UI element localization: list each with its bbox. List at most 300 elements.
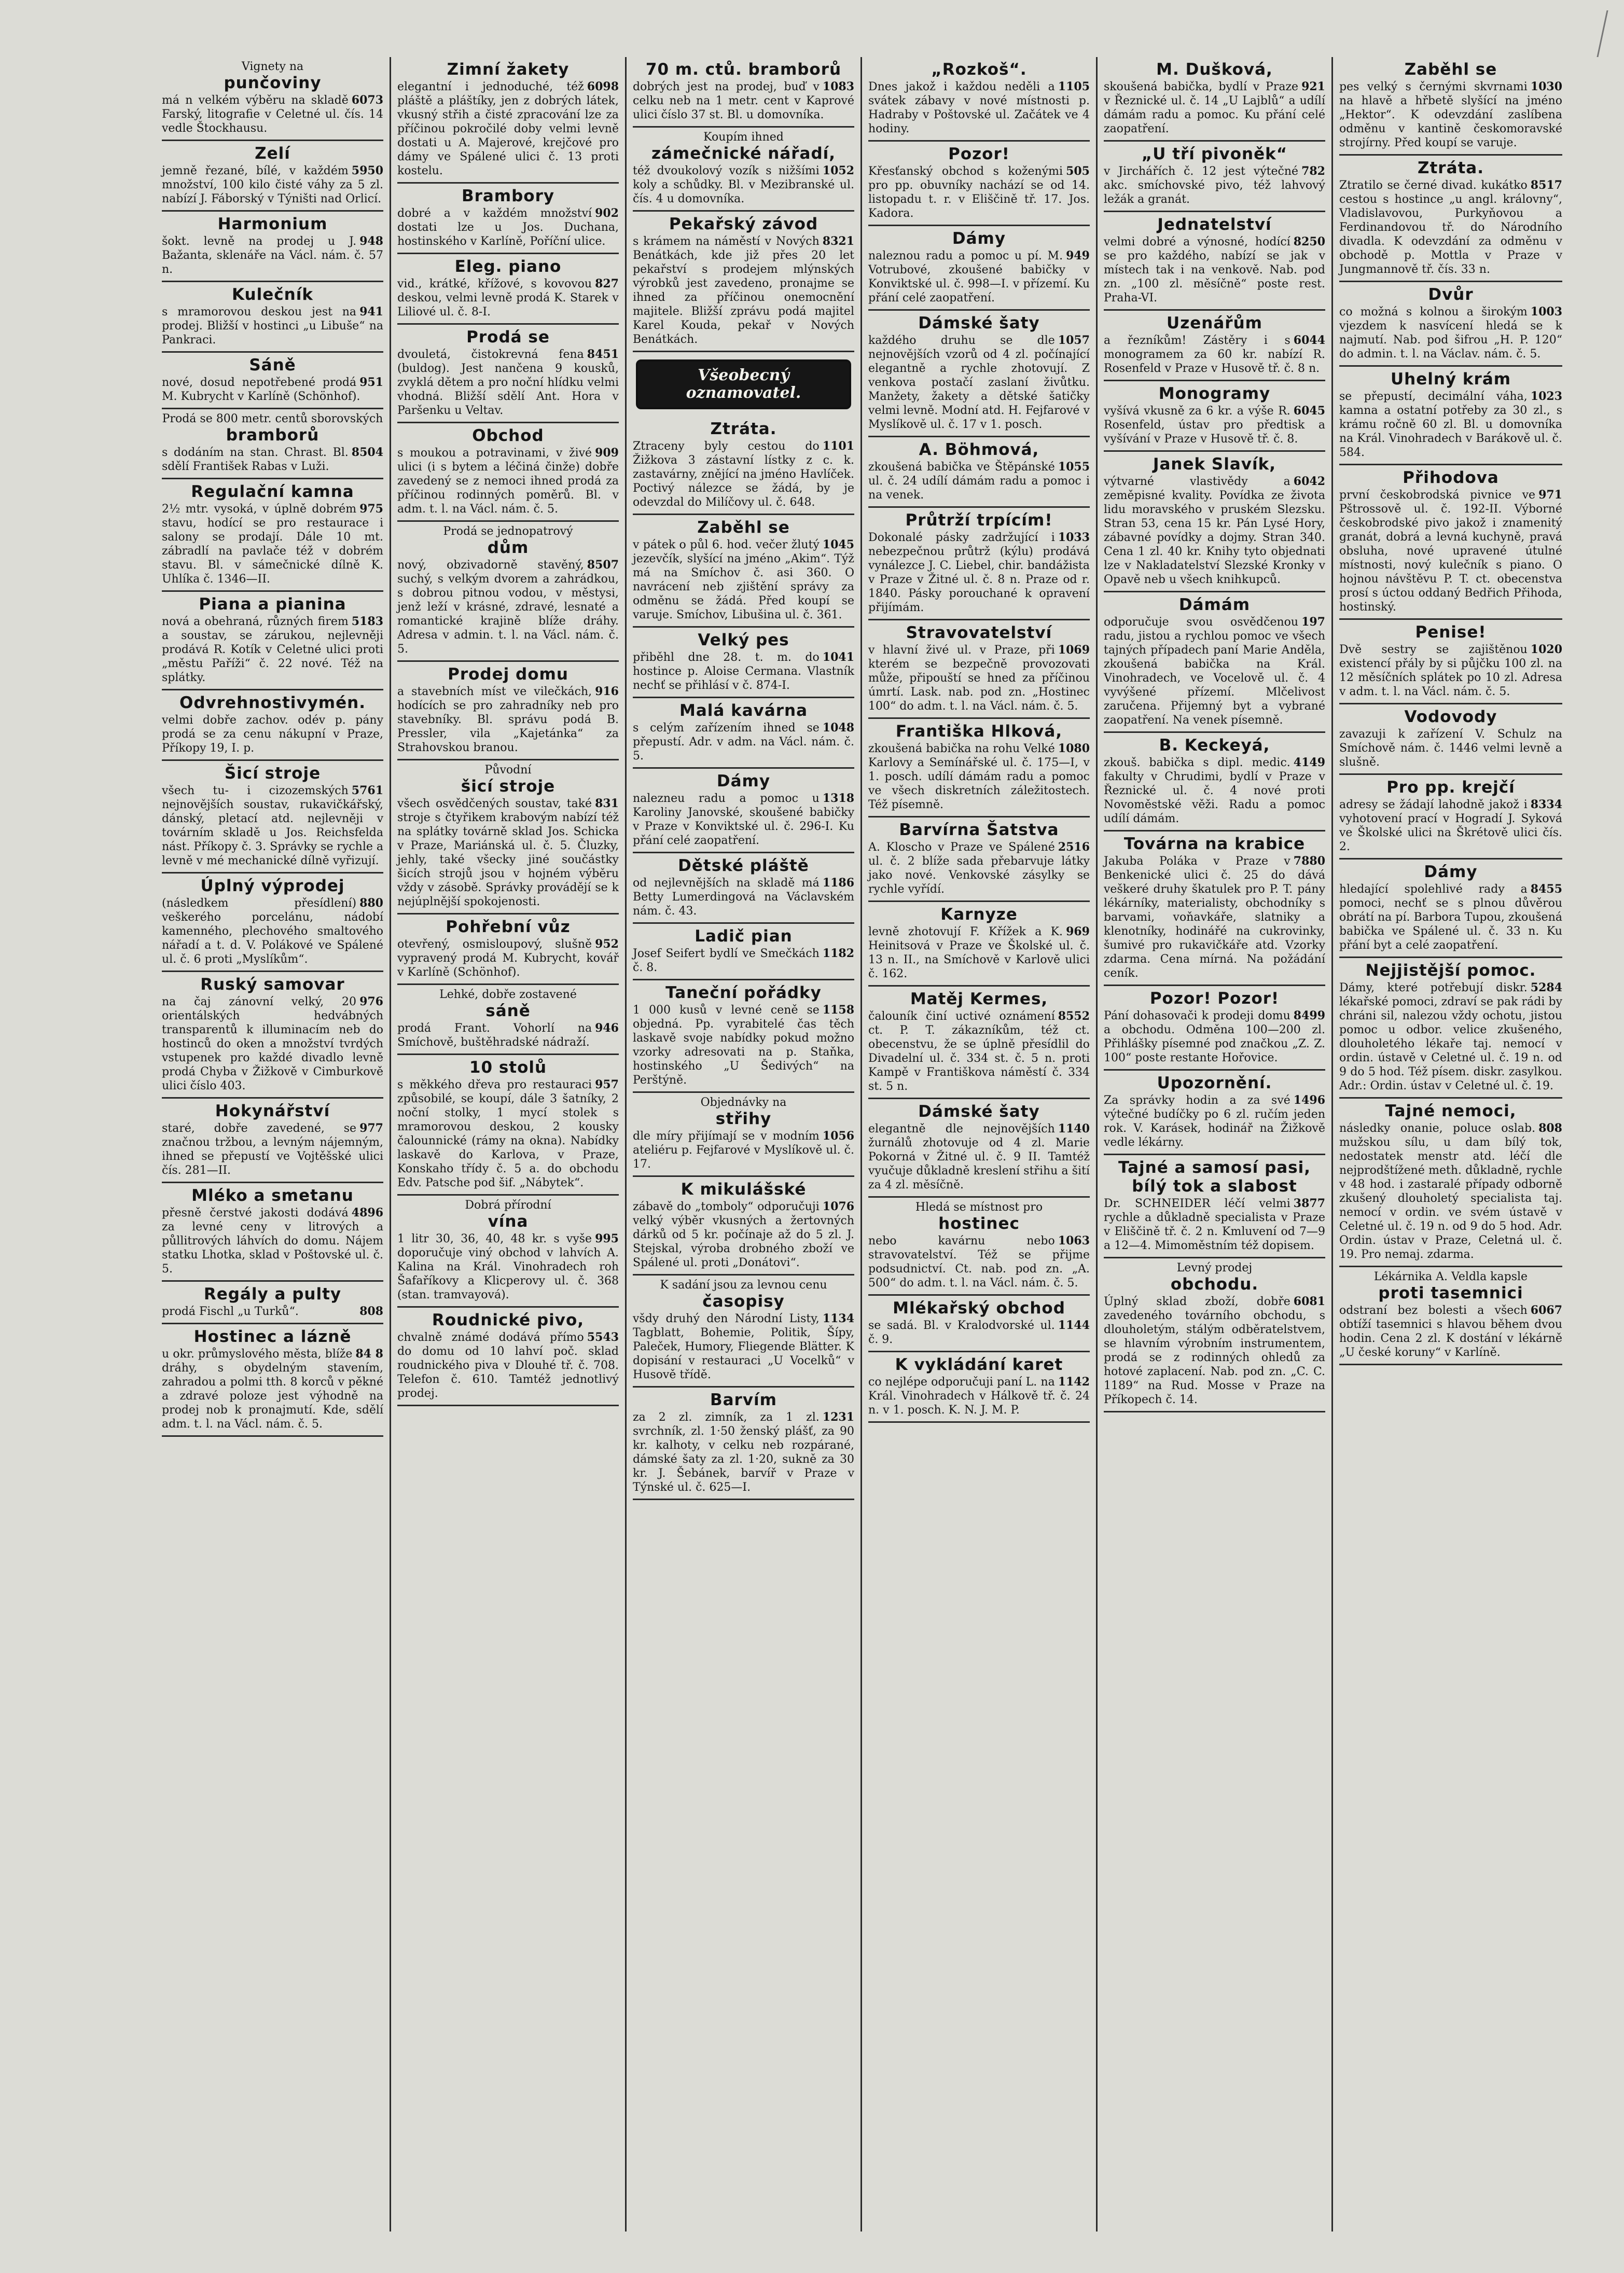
classified-ad <box>1104 142 1325 212</box>
classified-ad <box>633 417 854 515</box>
ad-number: 8504 <box>351 446 383 459</box>
classified-ad <box>1339 958 1562 1099</box>
classified-ad <box>162 874 383 972</box>
ad-preheading: Prodá se jednopatrový <box>443 525 573 538</box>
classified-ad <box>633 1177 854 1276</box>
ad-number: 946 <box>595 1021 619 1035</box>
ad-body: Ztraceny byly cestou do Žižkova 3 zástavní lístky z c. k. zastavárny, znějící na jméno Havlíček. Poctivý nálezce se žádá, by je odevzdal do Milíčovy ul. č. 648. <box>633 440 854 509</box>
ad-number: 8517 <box>1530 178 1562 192</box>
ad-body: zkouš. babička s dipl. medic. fakulty v Chrudimi, bydlí v Praze v Řeznické ul. č. 4 nové proti Novoměstské věži. Radu a pomoc udílí dámám. <box>1104 756 1325 825</box>
ad-heading: Dámy <box>1424 863 1478 881</box>
ad-number: 1069 <box>1058 643 1090 657</box>
ad-number: 8552 <box>1058 1009 1090 1023</box>
ad-number: 1057 <box>1058 334 1090 347</box>
ad-number: 1045 <box>822 538 854 551</box>
classified-ad <box>1104 592 1325 733</box>
ad-number: 808 <box>359 1305 383 1318</box>
ad-heading: Dvůr <box>1428 285 1474 304</box>
ad-body: adresy se žádají lahodně jakož i vyhotovení prací v Hogradí J. Syková ve Školské ulici na Škrétově ulici čís. 2. <box>1339 798 1562 853</box>
classified-ad <box>162 761 383 874</box>
ad-preheading: Koupím ihned <box>703 131 784 144</box>
ad-heading: Mléko a smetanu <box>191 1186 354 1205</box>
ad-number: 8499 <box>1293 1009 1325 1022</box>
classified-ad <box>1104 1071 1325 1155</box>
ad-heading: Regulační kamna <box>191 482 354 501</box>
ad-body: a stavebních míst ve vilečkách, hodících se pro zahradníky neb pro stavebníky. Bl. správu podá B. Pressler, vila „Kajetánka“ za Strahovskou branou. <box>397 685 619 754</box>
ad-body: co možná s kolnou a širokým vjezdem k nasvícení hledá se k najmutí. Nab. pod šifrou „H. P. 120“ do admin. t. l. na Václav. nám. č. 5. <box>1339 306 1562 361</box>
ad-number: 505 <box>1066 164 1090 178</box>
classified-ad <box>1104 1155 1325 1258</box>
ad-body: prodá Frant. Vohorlí na Smíchově, buštěhradské nádraží. <box>397 1022 592 1049</box>
ad-heading: Pohřební vůz <box>446 918 571 936</box>
classified-ad <box>397 1055 619 1196</box>
page-corner-mark <box>1565 10 1608 57</box>
ad-body: a řezníkům! Zástěry i s monogramem za 60 kr. nabízí R. Rosenfeld v Praze v Husově tř. č. 8 n. <box>1104 334 1325 375</box>
ad-number: 941 <box>359 305 383 318</box>
ad-number: 909 <box>595 446 619 460</box>
ad-preheading: Prodá se 800 metr. centů sborovských <box>162 412 383 425</box>
ad-number: 1052 <box>822 164 854 177</box>
classified-ad <box>633 769 854 853</box>
ad-number: 1003 <box>1530 305 1562 318</box>
ad-number: 1101 <box>822 439 854 453</box>
ad-heading: proti tasemnici <box>1378 1284 1523 1302</box>
ad-number: 948 <box>359 234 383 248</box>
classified-ad <box>1339 156 1562 282</box>
ad-number: 197 <box>1301 615 1325 629</box>
ad-heading: Úplný výprodej <box>200 877 345 895</box>
ad-number: 1144 <box>1058 1319 1090 1332</box>
ad-number: 6044 <box>1293 334 1325 347</box>
ad-body: všdy druhý den Národní Listy, Tagblatt, Bohemie, Politik, Šípy, Paleček, Humory, Fliegende Blätter. K dopisání v restauraci „U Vocelků“ v Husově třídě. <box>633 1312 854 1381</box>
ad-body: s měkkého dřeva pro restauraci způsobilé, se koupí, dále 3 šatníky, 2 noční stolky, 1 mycí stolek s mramorovou deskou, 2 kousky čalounnické (rámy na okna). Nabídky laskavě do Karlova, v Praze, Konskaho třídy č. 5 a. do obchodu Edv. Patsche pod šif. „Nábytek“. <box>397 1078 619 1189</box>
classified-ad <box>633 128 854 212</box>
classified-ad <box>397 184 619 254</box>
ad-number: 902 <box>595 206 619 220</box>
classified-ad <box>1339 620 1562 704</box>
ad-heading: Upozornění. <box>1157 1074 1272 1092</box>
ad-body: u okr. průmyslového města, blíže dráhy, s obydelným stavením, zahradou a polmi tth. 8 korců v pěkné a zdravé poloze jest výhodně na prodej nob k pronajmutí. Kde, sdělí adm. t. l. na Václ. nám. č. 5. <box>162 1348 383 1431</box>
ad-heading: časopisy <box>702 1292 785 1311</box>
ad-number: 916 <box>595 685 619 698</box>
ad-number: 8334 <box>1530 798 1562 811</box>
ad-number: 1496 <box>1293 1093 1325 1107</box>
classified-ad <box>633 1388 854 1500</box>
ad-number: 8321 <box>822 234 854 248</box>
classified-ad <box>397 254 619 325</box>
classified-ad <box>397 57 619 184</box>
ad-body: odporučuje svou osvědčenou radu, jistou a rychlou pomoc ve všech tajných případech paní Marie Anděla, zkoušená babička na Král. Vinohradech, ve Vocelově ul. č. 4 vyvýšené přízemí. Mlčelivost zaručena. Přijemný byt a vybrané zaopatření. Na venek písemně. <box>1104 616 1325 727</box>
classified-ad <box>162 592 383 690</box>
ad-heading: Eleg. piano <box>454 257 562 276</box>
ad-body: první českobrodská pivnice ve Pštrossově ul. č. 192-II. Výborné českobrodské pivo jakož i znamenitý granát, dobrá a levná kuchyně, pravá obsluha, nové upravené útulné místnosti, nový kulečník s piano. O hojnou návštěvu P. T. ct. obecenstva prosí s úctou oddaný Bedřich Přihoda, hostinský. <box>1339 489 1562 614</box>
ad-heading: bramborů <box>226 426 320 445</box>
ad-body: má n velkém výběru na skladě Farský, litografie v Celetné ul. čís. 14 vedle Štockhausu. <box>162 94 383 135</box>
classified-ad <box>1104 57 1325 142</box>
ad-number: 8451 <box>587 348 619 361</box>
ad-number: 1182 <box>822 947 854 960</box>
ad-body: Jakuba Poláka v Praze v Benkenické ulici č. 25 do dává veškeré druhy škatulek pro P. T. pány lékárníky, materialisty, obchodníky s barvami, voňavkáře, slatniky a klenotníky, hodinářé na cukrovinky, šumivé pro rukavičkáře atd. Vzorky zdarma. Cena mírná. Na požádání ceník. <box>1104 855 1325 980</box>
ad-number: 2516 <box>1058 840 1090 854</box>
ad-number: 1140 <box>1058 1122 1090 1135</box>
ad-heading: Stravovatelství <box>906 623 1052 642</box>
ad-preheading: Dobrá přírodní <box>465 1199 551 1212</box>
column-2 <box>391 57 627 2232</box>
ad-body: s krámem na náměstí v Nových Benátkách, kde již přes 20 let pekařství s prodejem mlýnských výrobků jest zavedeno, pronajme se ihned za příčinou onemocnění majitele. Bližší zprávu podá majitel Karel Kouda, pekař v Nových Benátkách. <box>633 235 854 346</box>
ad-body: čalouník činí uctivé oznámení ct. P. T. zákazníkům, též ct. obecenstvu, že se úplně přesídlil do Divadelní ul. č. 334 st. č. 5 n. proti Kampě v Františkova náměstí č. 334 st. 5 n. <box>868 1010 1090 1093</box>
ad-number: 6045 <box>1293 404 1325 418</box>
classified-ad <box>162 972 383 1099</box>
classified-ad <box>868 817 1090 902</box>
ad-heading: Barvím <box>710 1391 777 1409</box>
ad-body: každého druhu se dle nejnovějších vzorů od 4 zl. počínající elegantně a rychle zhotovují. Z venkova postačí zaslaní živůtku. Manžety, žakety a dětské šatičky velmi levně. Modní atd. H. Fejfarové v Myslíkově ul. č. 17 v 1. posch. <box>868 334 1090 431</box>
ad-number: 957 <box>595 1078 619 1091</box>
classified-ad <box>868 508 1090 620</box>
classified-ad <box>397 662 619 760</box>
classified-ad <box>633 924 854 980</box>
ad-body: hledající spolehlivé rady a pomoci, nechť se s plnou důvěrou obrátí na pí. Barbora Tupou, zkoušená babička ve Spálené ul. č. 33 n. Ku přání byt a celé zaopatření. <box>1339 883 1562 952</box>
ad-heading: Monogramy <box>1158 384 1271 403</box>
ad-body: přesně čerstvé jakosti dodává za levné ceny v litrových a půllitrových láhvích do domu. Nájem statku Lhotka, sklad v Poštovské ul. č. 5. <box>162 1207 383 1276</box>
ad-body: všech osvědčených soustav, také stroje s čtyřikem krabovým nabízí též na splátky továrně sklad Jos. Schicka v Praze, Mariánská ul. č. 5. Čluzky, jehly, také všecky jiné součástky šicích strojů jsou v hojném výběru vždy v zásobě. Správky provádějí se k nejúplnější spokojenosti. <box>397 797 619 908</box>
ad-heading: Vodovody <box>1404 708 1497 726</box>
ad-body: v pátek o půl 6. hod. večer žlutý jezevčík, slyšící na jméno „Akim“. Týž má na Smíchov č. asi 360. O navrácení neb zjištění správy za odměnu se žádá. Před koupí se varuje. Smíchov, Libušina ul. č. 361. <box>633 538 854 621</box>
ad-heading: Dětské pláště <box>678 856 809 875</box>
ad-number: 1083 <box>822 80 854 93</box>
ad-body: Dnes jakož i každou neděli a svátek zábavy v nové místnosti p. Hadraby v Poštovské ul. Začátek ve 4 hodiny. <box>868 80 1090 135</box>
classified-ad <box>868 57 1090 142</box>
ad-number: 8250 <box>1293 235 1325 248</box>
ad-number: 880 <box>359 896 383 910</box>
ad-heading: Ztráta. <box>1417 159 1484 177</box>
ad-heading: M. Dušková, <box>1156 60 1273 79</box>
ad-number: 951 <box>359 376 383 389</box>
ad-preheading: Lehké, dobře zostavené <box>439 988 577 1001</box>
ad-heading: Regály a pulty <box>203 1285 342 1304</box>
ad-body: zábavě do „tomboly“ odporučuji velký výběr vkusných a žertovných dárků od 5 kr. počínaje až do 5 zl. J. Stejskal, výroba drobného zboží ve Spálené ul. proti „Donátovi“. <box>633 1200 854 1269</box>
ad-body: jemně řezané, bílé, v každém množství, 100 kilo čisté váhy za 5 zl. nabízí J. Fáborský v Týništi nad Orlicí. <box>162 164 383 205</box>
ad-body: Dr. SCHNEIDER léčí velmi rychle a důkladně specialista v Praze v Eliščině tř. č. 2 n. Kmluvení od 7—9 a 12—4. Mimoměstním též dopisem. <box>1104 1197 1325 1252</box>
classified-ad <box>868 620 1090 719</box>
classified-ad <box>162 282 383 353</box>
ad-heading: Barvírna Šatstva <box>899 821 1059 839</box>
ad-body: dvouletá, čistokrevná fena (buldog). Jest nančena 9 kousků, zvyklá dětem a pro noční hlídku velmi vhodná. Bližší sdělí Ant. Hora v Paršenku u Veltav. <box>397 348 619 417</box>
ad-preheading: K sadání jsou za levnou cenu <box>660 1279 827 1292</box>
ad-heading: sáně <box>485 1002 531 1020</box>
classified-ad <box>633 212 854 352</box>
ad-body: elegantní i jednoduché, též pláště a pláštíky, jen z dobrých látek, vkusný střih a čisté zpracování lze za příčinou pokročilé doby velmi levně dostati u A. Majerové, krejčové pro dámy ve Spálené ulici č. 13 proti kostelu. <box>397 80 619 177</box>
ad-heading: Jednatelství <box>1157 215 1272 234</box>
ad-number: 5284 <box>1530 981 1562 994</box>
classified-ad <box>1104 212 1325 311</box>
classified-ad <box>397 985 619 1055</box>
ad-heading: Janek Slavík, <box>1153 455 1276 474</box>
ad-heading: Továrna na krabice <box>1123 835 1306 853</box>
classified-ad <box>1104 733 1325 831</box>
classified-ad <box>162 1183 383 1282</box>
ad-number: 5543 <box>587 1330 619 1344</box>
ad-body: A. Kloscho v Praze ve Spálené ul. č. 2 blíže sada přebarvuje látky jako nové. Venkovské zásylky se rychle vyřídí. <box>868 841 1090 896</box>
ad-heading: Šicí stroje <box>224 764 321 783</box>
ad-body: nebo kavárnu nebo stravovatelství. Též se přijme podsudnictví. Ct. nab. pod zn. „A. 500“ do adm. t. l. na Václ. nám. č. 5. <box>868 1235 1090 1290</box>
ad-body: levně zhotovují F. Křížek a K. Heinitsová v Praze ve Školské ul. č. 13 n. II., na Smíchově v Karlově ulici č. 162. <box>868 925 1090 980</box>
ad-heading: Taneční pořádky <box>665 983 822 1002</box>
ad-heading: Pro pp. krejčí <box>1386 778 1515 797</box>
ad-body: za 2 zl. zimník, za 1 zl. svrchník, zl. 1·50 ženský plášť, za 90 kr. kalhoty, v celku neb rozpárané, dámské šaty za zl. 1·20, sukně za 30 kr. J. Šebánek, barvíř v Praze v Týnské ul. č. 625—I. <box>633 1411 854 1494</box>
ad-heading: Prodej domu <box>448 665 568 684</box>
ad-body: šokt. levně na prodej u J. Bažanta, sklenáře na Václ. nám. č. 57 n. <box>162 235 383 276</box>
classified-ad <box>633 853 854 924</box>
ad-body: s moukou a potravinami, v živé ulici (i s bytem a léčiná činže) dobře zavedený se z nemoci ihned prodá za příčinou rodinných poměrů. Bl. v adm. t. l. na Václ. nám. č. 5. <box>397 447 619 516</box>
ad-number: 921 <box>1301 80 1325 93</box>
ad-number: 1076 <box>822 1200 854 1213</box>
classified-ad <box>162 1282 383 1324</box>
ad-number: 1033 <box>1058 531 1090 544</box>
ad-number: 8507 <box>587 558 619 572</box>
ad-number: 1055 <box>1058 460 1090 474</box>
ad-body: v hlavní živé ul. v Praze, při kterém se bezpečně provozovati může, připouští se hned za příčinou úmrtí. Lask. nab. pod zn. „Hostinec 100“ do adm. t. l. na Václ. nám. č. 5. <box>868 644 1090 713</box>
ad-body: zkoušená babička ve Štěpánské ul. č. 24 udílí dámám radu a pomoc i na venek. <box>868 461 1090 502</box>
ad-heading: obchodu. <box>1170 1275 1259 1294</box>
ad-heading: Roudnické pivo, <box>432 1311 585 1329</box>
ad-heading: B. Keckeyá, <box>1159 736 1270 755</box>
classified-ad <box>397 423 619 522</box>
ad-body: otevřený, osmisloupový, slušně vypravený prodá M. Kubrycht, kovář v Karlíně (Schönhof). <box>397 938 619 979</box>
ad-number: 6073 <box>351 93 383 107</box>
ad-number: 975 <box>359 502 383 516</box>
ad-number: 976 <box>359 995 383 1008</box>
column-1 <box>156 57 391 2232</box>
ad-heading: Mlékařský obchod <box>893 1299 1065 1318</box>
classified-ad <box>1104 986 1325 1071</box>
ad-heading: Zelí <box>255 144 290 163</box>
ad-heading: punčoviny <box>224 74 322 92</box>
ad-heading: Průtrží trpícím! <box>905 511 1053 530</box>
ad-number: 782 <box>1301 164 1325 178</box>
ad-number: 6067 <box>1530 1304 1562 1317</box>
ad-body: zavazuji k zařízení V. Schulz na Smíchově nám. č. 1446 velmi levně a slušně. <box>1339 728 1562 769</box>
classified-ad <box>1339 1267 1562 1365</box>
classified-ad <box>1104 311 1325 381</box>
ad-heading: Piana a pianina <box>199 595 346 614</box>
ad-number: 1158 <box>822 1003 854 1017</box>
ad-number: 1020 <box>1530 643 1562 656</box>
ad-heading: Hokynářství <box>215 1102 330 1120</box>
ad-number: 7880 <box>1293 854 1325 868</box>
ad-body: přiběhl dne 28. t. m. do hostince p. Aloise Cermana. Vlastník nechť se přihlásí v č. 874-I. <box>633 651 854 692</box>
ad-number: 6081 <box>1293 1295 1325 1308</box>
ad-heading: Zaběhl se <box>697 518 790 537</box>
ad-body: na čaj zánovní velký, 20 orientálských hedvábných transparentů k illuminacím neb do hostinců do oken a množství tvrdých vstupenek pro každé divadlo levně prodá Chyba v Žižkově v Cimburkově ulici číslo 403. <box>162 995 383 1092</box>
ad-heading: střihy <box>715 1110 772 1128</box>
ad-body: Dvě sestry se zajištěnou existencí přály by si půjčku 100 zl. na 12 měsíčních splátek po 10 zl. Adresa v adm. t. l. na Václ. nám. č. 5. <box>1339 643 1562 698</box>
ad-body: pes velký s černými skvrnami na hlavě a hřbetě slyšící na jméno „Hektor“. K odevzdání zaslíbena odměnu v kantině českomoravské strojírny. Před koupí se varuje. <box>1339 80 1562 149</box>
classified-ad <box>397 914 619 985</box>
ad-heading: Odvrehnostivymén. <box>179 694 366 712</box>
ad-body: Pání dohasovači k prodeji domu a obchodu. Odměna 100—200 zl. Přihlášky písemné pod značkou „Z. Z. 100“ poste restante Hořovice. <box>1104 1009 1325 1064</box>
ad-body: Ztratilo se černé divad. kukátko cestou s hostince „u angl. královny“, Vladislavovou, Purkyňovou a Ferdinandovou tř. do Národního divadla. K odevzdání za odměnu v obchodě p. Mottla v Praze v Jungmannově tř. čís. 33 n. <box>1339 179 1562 276</box>
ad-number: 6098 <box>587 80 619 93</box>
classified-ad <box>1339 1099 1562 1267</box>
classified-ad <box>868 1099 1090 1198</box>
classified-ad <box>162 1099 383 1183</box>
ad-body: Křesťanský obchod s koženými pro pp. obuvníky nachází se od 14. listopadu t. r. v Eliščině tř. 17. Jos. Kadora. <box>868 165 1090 220</box>
ad-body: velmi dobré a výnosné, hodící se pro každého, nabízí se jak v místech tak i na venkově. Nab. pod zn. „100 zl. měsíčně“ poste rest. Praha-VI. <box>1104 235 1325 304</box>
classified-ad <box>397 1196 619 1308</box>
classified-ad <box>633 698 854 769</box>
classified-ad <box>633 57 854 128</box>
classified-ad <box>397 522 619 662</box>
ad-body: dobrých jest na prodej, buď v celku neb na 1 metr. cent v Kaprové ulici číslo 37 st. Bl. u domovníka. <box>633 80 854 121</box>
ad-number: 1023 <box>1530 390 1562 403</box>
ad-heading: vína <box>488 1212 529 1231</box>
classified-ad <box>162 141 383 212</box>
classified-ad <box>162 353 383 409</box>
ad-heading: Nejjistější pomoc. <box>1365 961 1536 980</box>
ad-body: (následkem přesídlení) veškerého porcelánu, nádobí kamenného, plechového smaltového nářadí a t. d. V. Polákové ve Spálené ul. č. 6 proti „Myslíkům“. <box>162 897 383 966</box>
ad-body: se sadá. Bl. v Kralodvorské ul. č. 9. <box>868 1319 1055 1346</box>
ad-heading: Dámy <box>952 229 1006 248</box>
ad-number: 1186 <box>822 876 854 890</box>
classified-ad <box>633 515 854 628</box>
ad-body: 1 000 kusů v levné ceně se objedná. Pp. vyrabitelé čas těch laskavě svoje nabídky pokud možno vzorky adresovati na p. Staňka, hostinského „U Šedivých“ na Perštýně. <box>633 1004 854 1087</box>
ad-number: 969 <box>1066 925 1090 938</box>
ad-heading: dům <box>487 538 529 557</box>
ad-number: 952 <box>595 937 619 951</box>
ad-heading: hostinec <box>938 1214 1020 1233</box>
ad-number: 1048 <box>822 721 854 734</box>
classified-ad <box>868 142 1090 226</box>
ad-heading: 70 m. ctů. bramborů <box>645 60 842 79</box>
ad-body: následky onanie, poluce oslab. mužskou sílu, u dam bílý tok, nedostatek menstr atd. léčí dle nejprodštížené meth. důkladně, rychle v 48 hod. i zastaralé případy odborně zkušený dlouholetý specialista taj. nemocí v ordin. ve svém ústavě v Celetné ul. č. 19 n. od 9 do 5 hod. Adr. Ordin. ústav v Praze, Celetná ul. č. 19. Pro nemaj. zdarma. <box>1339 1122 1562 1261</box>
ad-heading: Uzenářům <box>1167 314 1262 332</box>
classified-ad <box>1339 465 1562 620</box>
ad-number: 1318 <box>822 792 854 805</box>
ad-number: 3877 <box>1293 1197 1325 1210</box>
ad-number: 1105 <box>1058 80 1090 93</box>
ad-body: vyšívá vkusně za 6 kr. a výše R. Rosenfeld, ústav pro předtisk a vyšívání v Praze v Husově tř. č. 8. <box>1104 405 1325 446</box>
classified-ad <box>1104 831 1325 986</box>
ad-heading: Brambory <box>461 187 555 205</box>
ad-heading: Dámy <box>716 772 771 791</box>
ad-number: 5761 <box>351 784 383 797</box>
ad-heading: Kulečník <box>232 285 313 304</box>
ad-number: 8455 <box>1530 882 1562 896</box>
classified-ad <box>868 1352 1090 1423</box>
ad-body: nový, obzivadorně stavěný, suchý, s velkým dvorem a zahrádkou, s dobrou pitnou vodou, v městysi, jenž leží v krásné, zdravé, lesnaté a romantické krajině blíže dráhy. Adresa v admin. t. l. na Václ. nám. č. 5. <box>397 559 619 656</box>
ad-heading: Zimní žakety <box>447 60 570 79</box>
ad-number: 971 <box>1538 488 1562 502</box>
classified-ad <box>1339 704 1562 775</box>
ad-body: vid., krátké, křížové, s kovovou deskou, velmi levně prodá K. Starek v Liliové ul. č. 8-I. <box>397 278 619 318</box>
ad-number: 1056 <box>822 1129 854 1143</box>
ad-number: 1030 <box>1530 80 1562 93</box>
ad-number: 808 <box>1538 1121 1562 1135</box>
ad-heading: Dámské šaty <box>918 314 1040 332</box>
ad-body: skoušená babička, bydlí v Praze v Řeznické ul. č. 14 „U Lajblů“ a udílí dámám radu a pomoc. Ku přání celé zaopatření. <box>1104 80 1325 135</box>
classified-ad <box>1339 367 1562 465</box>
classified-ad <box>868 311 1090 437</box>
ad-heading: Obchod <box>472 426 544 445</box>
ad-heading: K vykládání karet <box>895 1355 1063 1374</box>
ad-heading: Ruský samovar <box>200 975 345 994</box>
ad-number: 1134 <box>822 1312 854 1325</box>
ad-heading: Prodá se <box>466 328 550 347</box>
ad-heading: Penise! <box>1415 623 1487 642</box>
ad-body: s celým zařízením ihned se přepustí. Adr. v adm. na Václ. nám. č. 5. <box>633 722 854 763</box>
ad-body: staré, dobře zavedené, se značnou tržbou, a levným nájemným, ihned se přepustí ve Vojtěšské ulici čís. 281—II. <box>162 1122 383 1177</box>
column-4 <box>862 57 1098 2232</box>
classified-ad <box>162 1324 383 1437</box>
classified-ad <box>868 437 1090 508</box>
ad-body: velmi dobře zachov. odév p. pány prodá se za cenu nákupní v Praze, Příkopy 19, I. p. <box>162 714 383 755</box>
ad-body: nové, dosud nepotřebené prodá M. Kubrycht v Karlíně (Schönhof). <box>162 376 360 403</box>
ad-preheading: Objednávky na <box>700 1096 787 1109</box>
ad-preheading: Hledá se místnost pro <box>915 1201 1043 1214</box>
classified-ad <box>1339 282 1562 367</box>
ad-heading: Pekařský závod <box>669 215 818 233</box>
ad-heading: Dámám <box>1178 595 1251 614</box>
ad-preheading: Původní <box>484 764 532 777</box>
ad-body: dobré a v každém množství dostati lze u Jos. Duchana, hostinského v Karlíně, Poříční ulice. <box>397 207 619 248</box>
classified-ad <box>162 57 383 141</box>
ad-heading: A. Böhmová, <box>919 440 1039 459</box>
ad-body: Josef Seifert bydlí ve Smečkách č. 8. <box>633 947 820 974</box>
ad-body: se přepustí, decimální váha, kamna a ostatní potřeby za 30 zl., s krámu ročně 60 zl. Bl. u domovníka na Král. Vinohradech v Barákově ul. č. 584. <box>1339 390 1562 459</box>
ad-body: naleznou radu a pomoc u pí. M. Votrubové, zkoušené babičky v Konviktské ul. č. 998—I. v přízemí. Ku přání celé zaopatření. <box>868 250 1090 304</box>
ad-body: též dvoukolový vozík s nižšími koly a schůdky. Bl. v Mezibranské ul. čís. 4 u domovníka. <box>633 164 854 205</box>
ad-preheading: Lékárnika A. Veldla kapsle <box>1373 1270 1528 1283</box>
ad-body: Úplný sklad zboží, dobře zavedeného továrního obchodu, s dlouholetým, stálým odběratelstvem, se hlavním výrobním instrumentem, prodá se z rodinných ohledů za hotové zaplacení. Nab. pod zn. „C. C. 1189“ na Rud. Mosse v Praze na Příkopech č. 14. <box>1104 1295 1325 1406</box>
ad-number: 4149 <box>1293 756 1325 769</box>
ad-heading: „U tří pivoněk“ <box>1141 145 1288 163</box>
classified-ad <box>1104 452 1325 592</box>
ad-heading: Zaběhl se <box>1404 60 1497 79</box>
ad-heading: Pozor! <box>948 145 1010 163</box>
classified-ad <box>397 1308 619 1406</box>
ad-number: 6042 <box>1293 475 1325 488</box>
ad-number: 1231 <box>822 1410 854 1424</box>
column-3 <box>627 57 862 2232</box>
classified-ad <box>1104 381 1325 452</box>
ad-number: 827 <box>595 277 619 290</box>
ad-heading: Dámské šaty <box>918 1102 1040 1121</box>
classified-ad <box>1339 57 1562 156</box>
ad-body: chvalně známé dodává přímo do domu od 10 lahví poč. sklad roudnického piva v Dlouhé tř. č. 708. Telefon č. 610. Tamtéž jednotlivý prodej. <box>397 1331 619 1400</box>
section-banner: Všeobecný oznamovatel. <box>636 359 851 409</box>
classified-ad <box>633 628 854 698</box>
ad-heading: Malá kavárna <box>679 701 808 720</box>
ad-number: 5183 <box>351 615 383 628</box>
ad-body: s dodáním na stan. Chrast. Bl. sdělí František Rabas v Luži. <box>162 446 349 473</box>
ad-heading: Matěj Kermes, <box>910 990 1048 1008</box>
ad-body: výtvarné vlastivědy a zeměpisné kvality. Povídka ze života lidu moravského v pruském Slezsku. Stran 53, cena 15 kr. Pán Lysé Hory, zábavné povídky a dojmy. Stran 340. Cena 1 zl. 40 kr. Knihy tyto objednati lze v Nakladatelství Slezské Kronky v Opavě neb u všech knihkupců. <box>1104 475 1325 586</box>
ad-heading: Ladič pian <box>695 927 793 946</box>
classified-ad <box>1104 1258 1325 1412</box>
ad-number: 84 8 <box>355 1347 383 1361</box>
ad-body: Dámy, které potřebují diskr. lékařské pomoci, zdraví se pak rádi by chráni sil, nalezou vždy ochotu, jistou pomoc u odbor. velice zkušeného, dlouholetého lékaře taj. nemocí v ordin. ústavě v Celetné ul. č. 19 n. od 9 do 5 hod. Též písem. diskr. zasylkou. Adr.: Ordin. ústav v Celetné ul. č. 19. <box>1339 981 1562 1092</box>
ad-body: od nejlevnějších na skladě má Betty Lumerdingová na Václavském nám. č. 43. <box>633 877 854 918</box>
ad-heading: Velký pes <box>698 631 789 649</box>
classified-ad <box>868 987 1090 1099</box>
classified-ad <box>162 212 383 282</box>
ad-preheading: Vignety na <box>241 60 304 73</box>
ad-heading: Ztráta. <box>710 420 777 438</box>
ad-heading: K mikulášské <box>681 1180 807 1199</box>
ad-heading: Sáně <box>249 356 296 375</box>
classified-ad <box>868 1296 1090 1352</box>
ad-number: 1063 <box>1058 1234 1090 1248</box>
